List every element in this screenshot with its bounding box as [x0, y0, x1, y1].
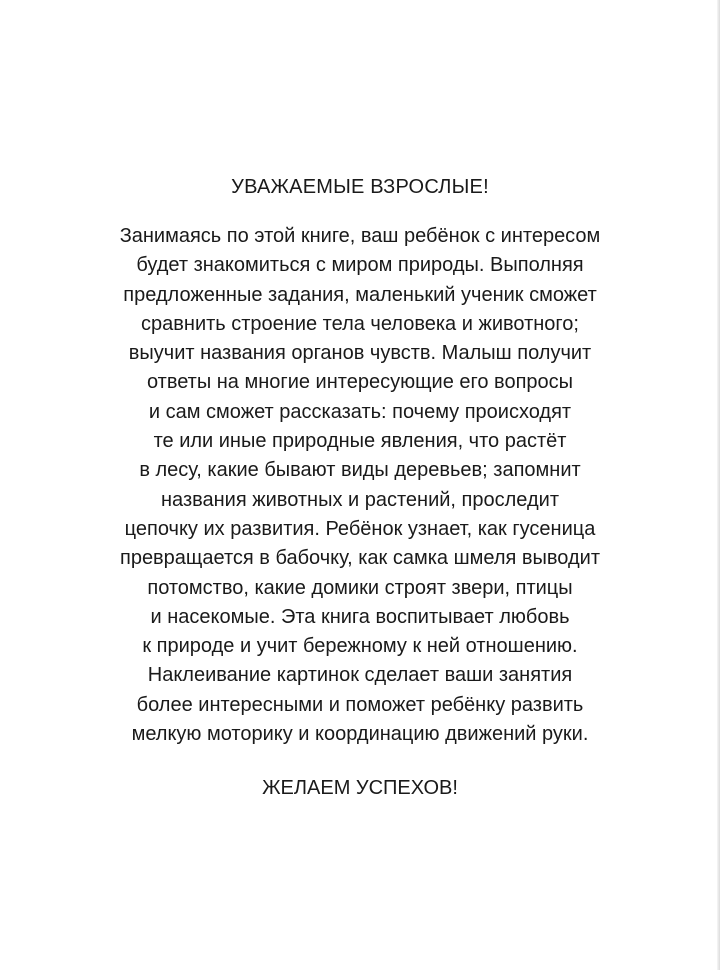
body-line: превращается в бабочку, как самка шмеля выводит: [119, 547, 600, 570]
body-line: предложенные задания, маленький ученик сможет: [123, 283, 597, 306]
body-line: названия животных и растений, проследит: [161, 488, 559, 511]
body-line: те или иные природные явления, что растёт: [153, 430, 567, 453]
body-line: будет знакомиться с миром природы. Выполняя: [136, 254, 584, 277]
body-line: мелкую моторику и координацию движений руки.: [131, 723, 589, 746]
page-heading: УВАЖАЕМЫЕ ВЗРОСЛЫЕ!: [231, 176, 489, 198]
body-line: сравнить строение тела человека и животного;: [141, 312, 579, 335]
body-line: и насекомые. Эта книга воспитывает любовь: [150, 605, 570, 628]
body-line: к природе и учит бережному к ней отношению.: [142, 635, 578, 658]
page-content: [60, 172, 660, 803]
body-line: Наклеивание картинок сделает ваши занятия: [147, 664, 573, 687]
body-paragraph: [60, 222, 660, 749]
body-line: в лесу, какие бывают виды деревьев; запомнит: [139, 459, 581, 482]
body-line: и сам сможет рассказать: почему происходят: [148, 400, 572, 423]
body-line: ответы на многие интересующие его вопросы: [146, 371, 574, 394]
body-line: Занимаясь по этой книге, ваш ребёнок с интересом: [119, 225, 601, 247]
body-line: цепочку их развития. Ребёнок узнает, как гусеница: [124, 517, 596, 540]
body-line: выучит названия органов чувств. Малыш получит: [128, 342, 592, 365]
closing-wish: ЖЕЛАЕМ УСПЕХОВ!: [262, 777, 458, 800]
body-line: более интересными и поможет ребёнку развить: [136, 693, 584, 716]
body-line: потомство, какие домики строят звери, птицы: [147, 576, 573, 599]
